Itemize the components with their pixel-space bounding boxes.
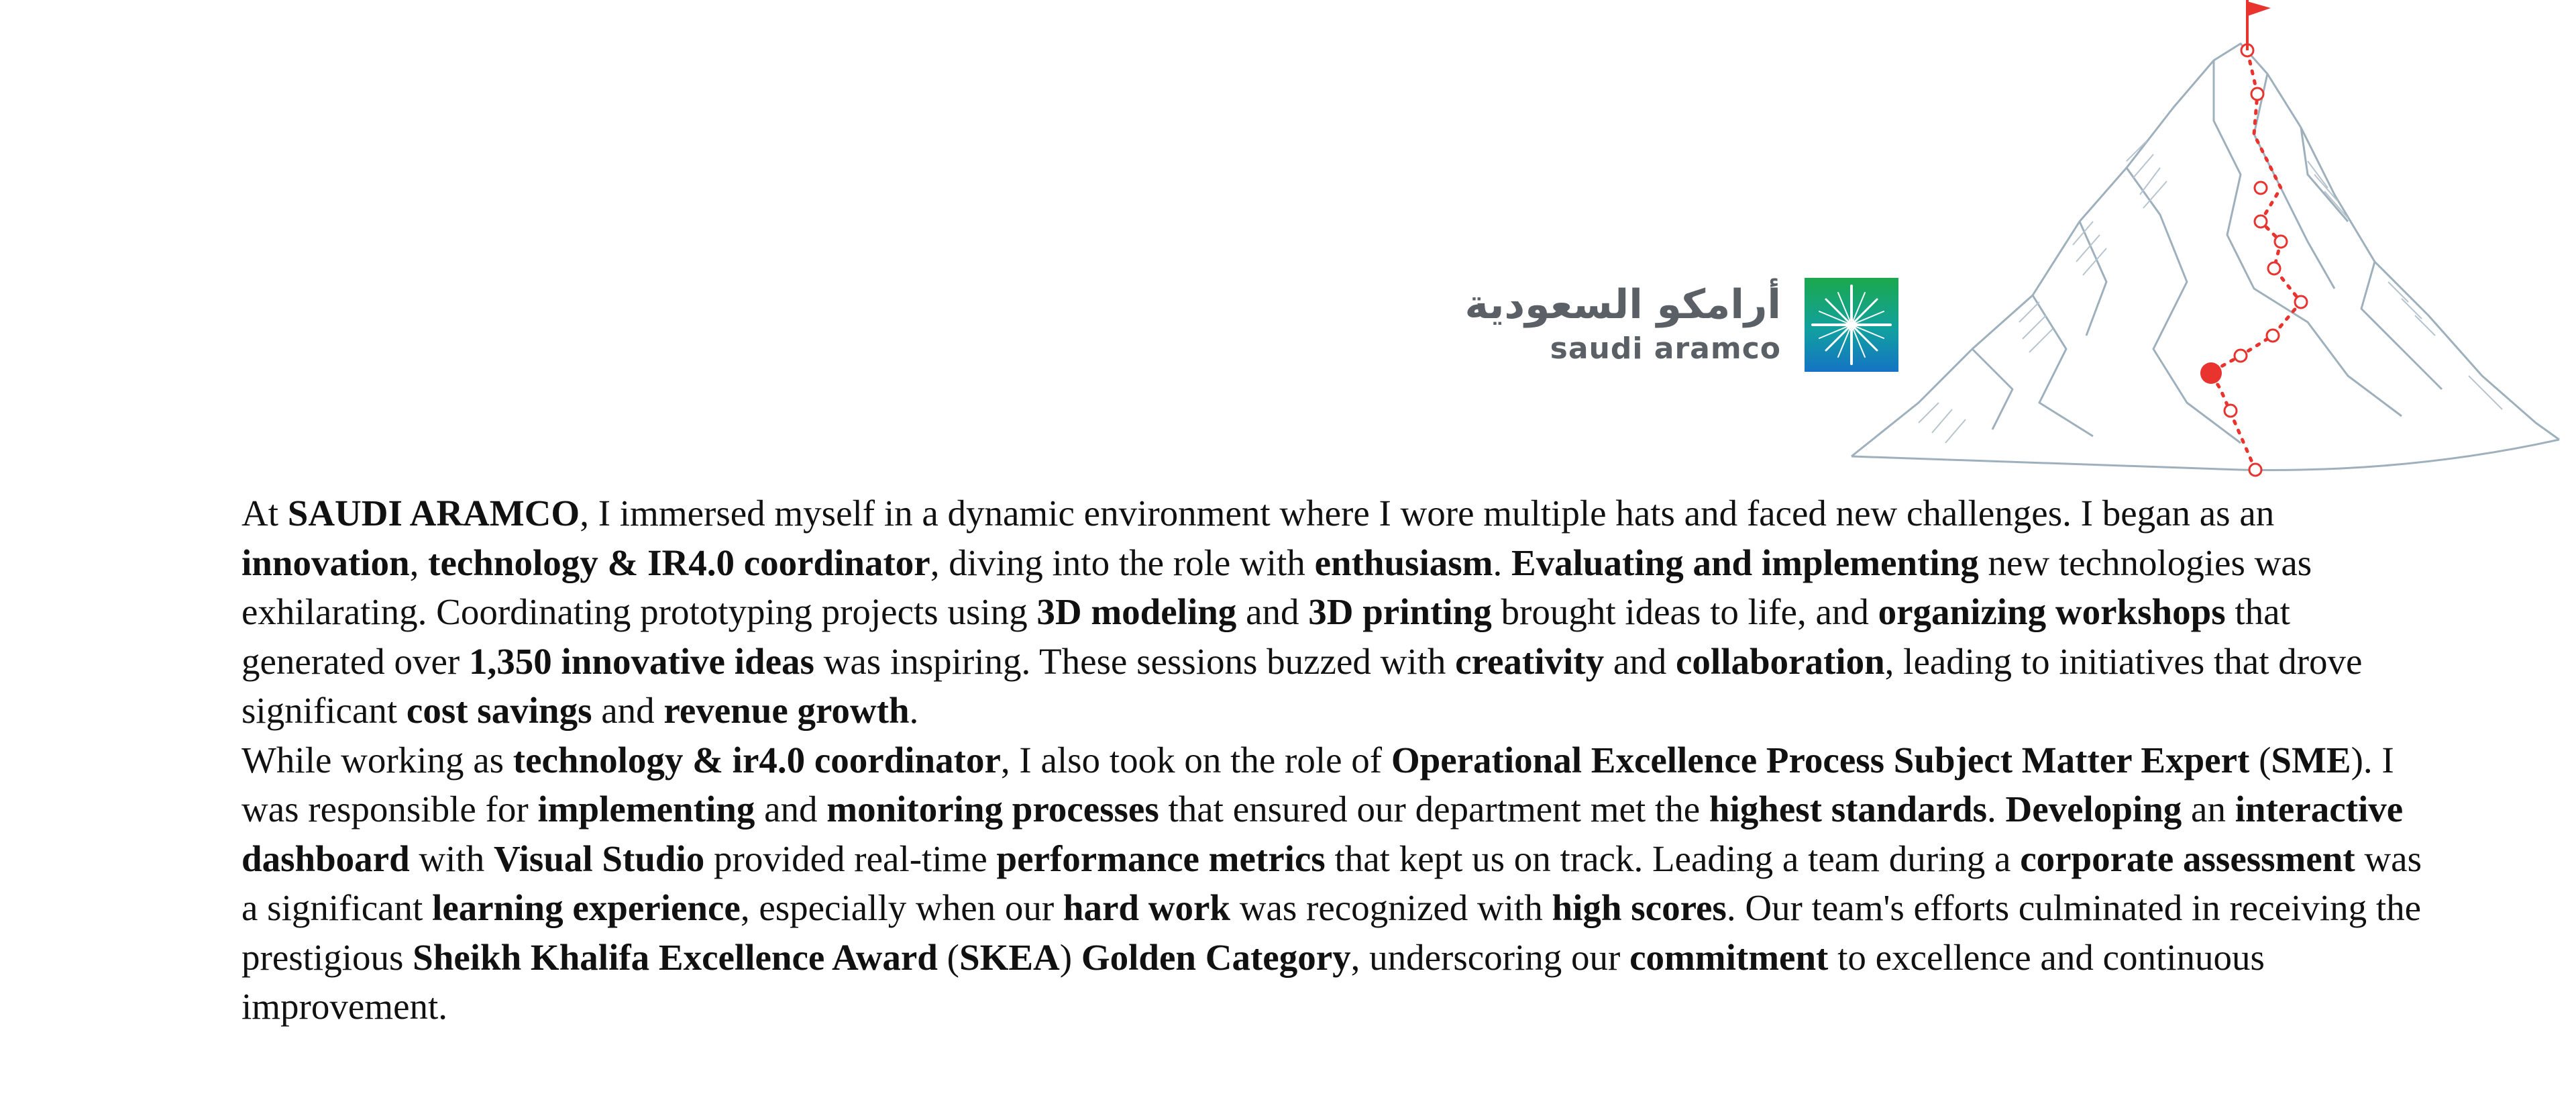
text-run: that kept us on track. Leading a team during a [1325,838,2021,879]
emphasis: performance metrics [996,838,1326,879]
logo-latin-wordmark: saudi aramco [1550,332,1781,366]
emphasis: organizing workshops [1878,591,2226,632]
text-run: new technologies was exhilarating. Coordinating prototyping projects using [241,542,2312,632]
emphasis: implementing [537,789,755,830]
emphasis: SKEA [959,936,1060,978]
current-position-marker [2200,362,2222,384]
text-run: At [241,493,288,534]
route-path [2210,50,2301,470]
experience-description [241,489,2428,1032]
mountain-summit-route-illustration [1838,0,2563,489]
emphasis: Golden Category [1081,936,1351,978]
emphasis: Operational Excellence Process Subject Matter Expert [1391,739,2250,781]
route-waypoints [2224,44,2307,476]
emphasis: enthusiasm [1314,542,1493,583]
paragraph-innovation-role [241,489,2428,736]
emphasis: creativity [1455,640,1605,682]
text-run: , I immersed myself in a dynamic environment where I wore multiple hats and faced new challenges. I began as an [580,493,2275,534]
text-run: While working as [241,739,513,781]
text-run: , diving into the role with [930,542,1315,583]
text-run: and [1236,591,1309,632]
text-run: and [1604,640,1676,682]
emphasis: Visual Studio [493,838,705,879]
text-run: was a significant [241,838,2422,928]
text-run: was recognized with [1230,887,1552,928]
text-run: , [409,542,429,583]
emphasis: revenue growth [663,690,910,731]
text-run: , underscoring our [1350,936,1630,978]
emphasis: Sheikh Khalifa Excellence Award [413,936,938,978]
text-run: , I also took on the role of [1000,739,1391,781]
text-run: with [409,838,494,879]
text-run: ) [1059,936,1081,978]
emphasis: Developing [2005,789,2182,830]
emphasis: learning experience [432,887,741,928]
emphasis: SAUDI ARAMCO [287,493,580,534]
emphasis: hard work [1063,887,1230,928]
emphasis: innovation [241,542,410,583]
text-run: brought ideas to life, and [1491,591,1878,632]
text-run: that generated over [241,591,2290,682]
text-run: an [2182,789,2235,830]
text-run: , leading to initiatives that drove significant [241,640,2363,731]
emphasis: interactive dashboard [241,789,2404,879]
text-run: ( [2249,739,2271,781]
text-run: and [755,789,827,830]
text-run: was inspiring. These sessions buzzed with [814,640,1456,682]
emphasis: high scores [1552,887,1727,928]
emphasis: 3D modeling [1036,591,1237,632]
summit-flag-icon [2247,0,2271,50]
text-run: to excellence and continuous improvement. [241,936,2265,1027]
text-run: ( [937,936,959,978]
mountain-outline [1851,44,2559,470]
emphasis: corporate assessment [2020,838,2355,879]
emphasis: cost savings [406,690,592,731]
text-run: . [909,690,919,731]
text-run: ). I was responsible for [241,739,2394,830]
emphasis: technology & ir4.0 coordinator [513,739,1001,781]
emphasis: 3D printing [1308,591,1492,632]
text-run: that ensured our department met the [1159,789,1709,830]
emphasis: technology & IR4.0 coordinator [428,542,930,583]
emphasis: 1,350 innovative ideas [468,640,814,682]
emphasis: highest standards [1709,789,1988,830]
text-run: . [1493,542,1511,583]
emphasis: SME [2271,739,2351,781]
text-run: provided real-time [704,838,997,879]
emphasis: Evaluating and implementing [1511,542,1979,583]
emphasis: monitoring processes [826,789,1159,830]
text-run: . [1987,789,2006,830]
text-run: and [592,690,664,731]
emphasis: collaboration [1676,640,1885,682]
mountain-hatching [1919,141,2502,443]
logo-arabic-wordmark: أرامكو السعودية [1464,281,1781,328]
text-run: . Our team's efforts culminated in receiving the prestigious [241,887,2422,978]
paragraph-operational-excellence [241,736,2428,1032]
emphasis: commitment [1629,936,1829,978]
text-run: , especially when our [740,887,1063,928]
